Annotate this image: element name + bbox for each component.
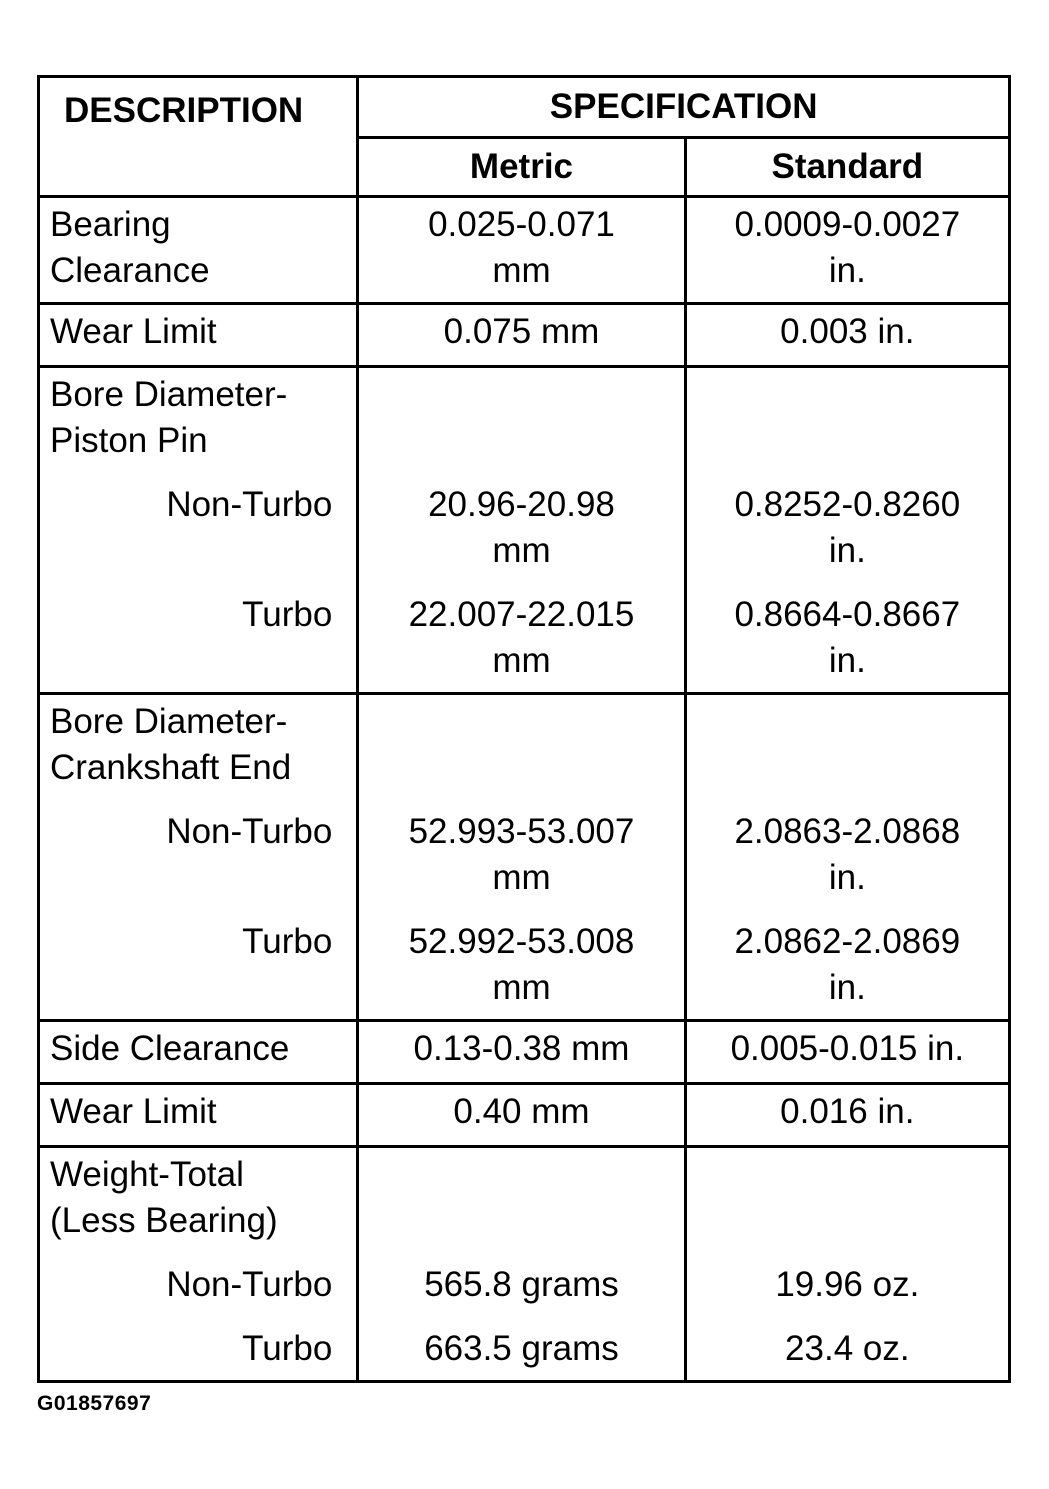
standard-header: Standard: [685, 138, 1009, 197]
standard-value: 0.8252-0.8260: [734, 485, 961, 524]
standard-cell: [685, 694, 1009, 1021]
metric-cell: 0.40 mm: [358, 1084, 685, 1147]
spacer: [693, 791, 1002, 809]
specification-table: [37, 75, 1011, 1383]
standard-value: 23.4 oz.: [785, 1329, 910, 1368]
table-row: [39, 197, 1010, 304]
metric-unit: mm: [492, 531, 551, 570]
standard-unit: in.: [828, 968, 866, 1007]
metric-unit: mm: [492, 858, 551, 897]
sub-label-non-turbo: Non-Turbo: [166, 812, 333, 851]
standard-unit: in.: [828, 251, 866, 290]
spacer: [50, 464, 346, 482]
description-cell: [39, 367, 358, 694]
description-header: DESCRIPTION: [39, 77, 358, 197]
standard-cell: [685, 1147, 1009, 1382]
spacer: [365, 1152, 677, 1244]
standard-unit: in.: [828, 858, 866, 897]
spacer: [693, 699, 1002, 791]
standard-cell: [685, 367, 1009, 694]
spacer: [693, 1308, 1002, 1326]
table-row: [39, 1084, 1010, 1147]
row-label: Clearance: [50, 251, 210, 290]
metric-value: 52.993-53.007: [408, 812, 635, 851]
spacer: [693, 372, 1002, 464]
description-cell: [39, 1147, 358, 1382]
metric-unit: mm: [492, 641, 551, 680]
sub-label-turbo: Turbo: [242, 922, 333, 961]
spacer: [365, 574, 677, 592]
table-row: [39, 694, 1010, 1021]
spacer: [50, 855, 346, 901]
description-cell: Side Clearance: [39, 1021, 358, 1084]
metric-unit: mm: [492, 968, 551, 1007]
metric-cell: 0.13-0.38 mm: [358, 1021, 685, 1084]
description-cell: [39, 694, 358, 1021]
sub-label-non-turbo: Non-Turbo: [166, 1265, 333, 1304]
spacer: [693, 901, 1002, 919]
row-label: Piston Pin: [50, 421, 208, 460]
standard-cell: 0.016 in.: [685, 1084, 1009, 1147]
sub-label-turbo: Turbo: [242, 1329, 333, 1368]
sub-label-non-turbo: Non-Turbo: [166, 485, 333, 524]
row-label: Bore Diameter-: [50, 702, 288, 741]
standard-unit: in.: [828, 641, 866, 680]
metric-cell: [358, 367, 685, 694]
table-row: [39, 1021, 1010, 1084]
spacer: [693, 574, 1002, 592]
specification-header: SPECIFICATION: [358, 77, 1010, 138]
spacer: [50, 901, 346, 919]
row-label: (Less Bearing): [50, 1201, 278, 1240]
metric-cell: [358, 1147, 685, 1382]
spacer: [365, 1244, 677, 1262]
spacer: [693, 1152, 1002, 1244]
standard-value: 19.96 oz.: [775, 1265, 920, 1304]
table-row: [39, 304, 1010, 367]
metric-cell: 0.075 mm: [358, 304, 685, 367]
spacer: [50, 574, 346, 592]
table-row: [39, 1147, 1010, 1382]
spacer: [365, 372, 677, 464]
metric-unit: mm: [492, 251, 551, 290]
spacer: [365, 791, 677, 809]
standard-cell: 0.005-0.015 in.: [685, 1021, 1009, 1084]
header-row: [39, 77, 1010, 138]
spacer: [50, 1308, 346, 1326]
spacer: [50, 528, 346, 574]
standard-cell: [685, 197, 1009, 304]
description-cell: Wear Limit: [39, 1084, 358, 1147]
metric-header: Metric: [358, 138, 685, 197]
standard-cell: 0.003 in.: [685, 304, 1009, 367]
spacer: [365, 901, 677, 919]
row-label: Bearing: [50, 205, 171, 244]
row-label: Bore Diameter-: [50, 375, 288, 414]
spacer: [693, 1244, 1002, 1262]
spacer: [693, 464, 1002, 482]
spacer: [50, 791, 346, 809]
metric-value: 20.96-20.98: [428, 485, 615, 524]
standard-value: 2.0862-2.0869: [734, 922, 961, 961]
standard-value: 0.0009-0.0027: [734, 205, 961, 244]
metric-value: 0.025-0.071: [428, 205, 615, 244]
row-label: Crankshaft End: [50, 748, 292, 787]
figure-id: G01857697: [37, 1392, 152, 1415]
standard-value: 2.0863-2.0868: [734, 812, 961, 851]
spacer: [365, 699, 677, 791]
metric-value: 52.992-53.008: [408, 922, 635, 961]
metric-cell: [358, 197, 685, 304]
table-row: [39, 367, 1010, 694]
spacer: [365, 464, 677, 482]
description-cell: Wear Limit: [39, 304, 358, 367]
sub-label-turbo: Turbo: [242, 595, 333, 634]
row-label: Weight-Total: [50, 1155, 244, 1194]
metric-value: 663.5 grams: [424, 1329, 619, 1368]
metric-cell: [358, 694, 685, 1021]
spacer: [365, 1308, 677, 1326]
metric-value: 565.8 grams: [424, 1265, 619, 1304]
metric-value: 22.007-22.015: [408, 595, 635, 634]
standard-value: 0.8664-0.8667: [734, 595, 961, 634]
standard-unit: in.: [828, 531, 866, 570]
description-cell: [39, 197, 358, 304]
spacer: [50, 1244, 346, 1262]
